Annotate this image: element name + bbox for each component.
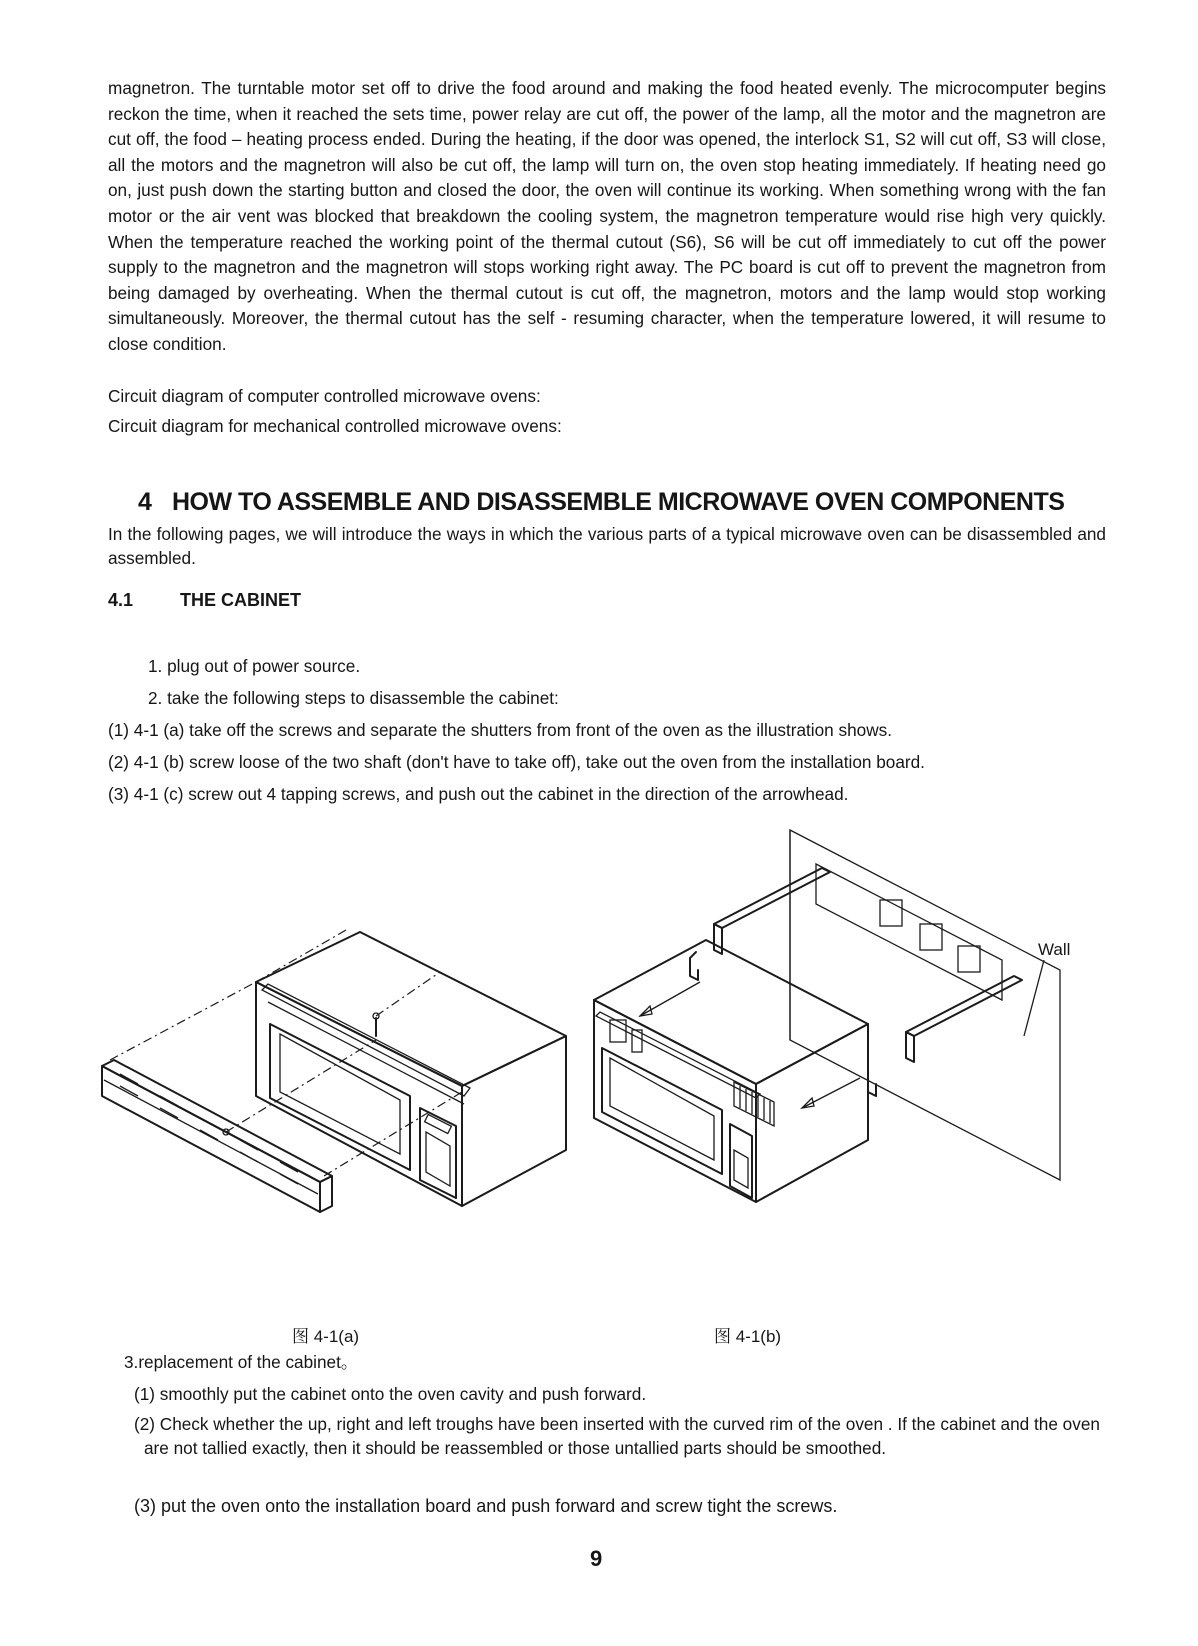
figure-4-1b-caption: 图 4-1(b) — [714, 1327, 782, 1346]
step-1: 1. plug out of power source. — [148, 656, 361, 676]
circuit-diagram-computer-line: Circuit diagram of computer controlled microwave ovens: — [108, 386, 541, 406]
replacement-step-3: (3) put the oven onto the installation board and push forward and screw tight the screws. — [134, 1496, 838, 1516]
section-number: 4 — [138, 488, 152, 516]
circuit-diagram-mechanical-line: Circuit diagram for mechanical controlled microwave ovens: — [108, 416, 562, 436]
page-number: 9 — [590, 1546, 603, 1571]
replacement-title: 3.replacement of the cabinet。 — [124, 1352, 359, 1372]
replacement-step-2: (2) Check whether the up, right and left troughs have been inserted with the curved rim of the oven . If the cabinet and the oven are not tallied exactly, then it should be reassembled or those untallied parts should be smoothed. — [134, 1414, 1100, 1458]
step-2-1: (1) 4-1 (a) take off the screws and separate the shutters from front of the oven as the illustration shows. — [108, 720, 893, 740]
step-2: 2. take the following steps to disassemble the cabinet: — [148, 688, 559, 708]
figure-4-1a-drawing — [102, 930, 566, 1212]
wall-label: Wall — [1038, 940, 1071, 959]
figure-4-1a-caption: 图 4-1(a) — [292, 1327, 360, 1346]
subsection-number: 4.1 — [108, 590, 134, 610]
replacement-step-1: (1) smoothly put the cabinet onto the oven cavity and push forward. — [134, 1384, 647, 1404]
section-title: HOW TO ASSEMBLE AND DISASSEMBLE MICROWAVE OVEN COMPONENTS — [172, 488, 1065, 516]
section-intro: In the following pages, we will introduce the ways in which the various parts of a typical microwave oven can be disassembled and assembled. — [108, 524, 1106, 568]
step-2-3: (3) 4-1 (c) screw out 4 tapping screws, and push out the cabinet in the direction of the arrowhead. — [108, 784, 849, 804]
intro-paragraph: magnetron. The turntable motor set off to drive the food around and making the food heated evenly. The microcomputer begins reckon the time, when it reached the sets time, power relay are cut off, the power of the lamp, all the motor and the magnetron are cut off, the food – heating process ended. During the heating, if the door was opened, the interlock S1, S2 will cut off, S3 will close, all the motors and the magnetron will also be cut off, the lamp will turn on, the oven stop heating immediately. If heating need go on, just push down the starting button and closed the door, the oven will continue its working. When something wrong with the fan motor or the air vent was blocked that breakdown the cooling system, the magnetron temperature would rise high very quickly. When the temperature reached the working point of the thermal cutout (S6), S6 will be cut off immediately to cut off the power supply to the magnetron and the magnetron will stops working right away. The PC board is cut off to prevent the magnetron from being damaged by overheating. When the thermal cutout is cut off, the magnetron, motors and the lamp would stop working simultaneously. Moreover, the thermal cutout has the self - resuming character, when the temperature lowered, it will resume to close condition. — [108, 78, 1106, 354]
step-2-2: (2) 4-1 (b) screw loose of the two shaft (don't have to take off), take out the oven from the installation board. — [108, 752, 925, 772]
subsection-title: THE CABINET — [180, 590, 301, 610]
figure-4-1b-drawing — [594, 830, 1060, 1202]
